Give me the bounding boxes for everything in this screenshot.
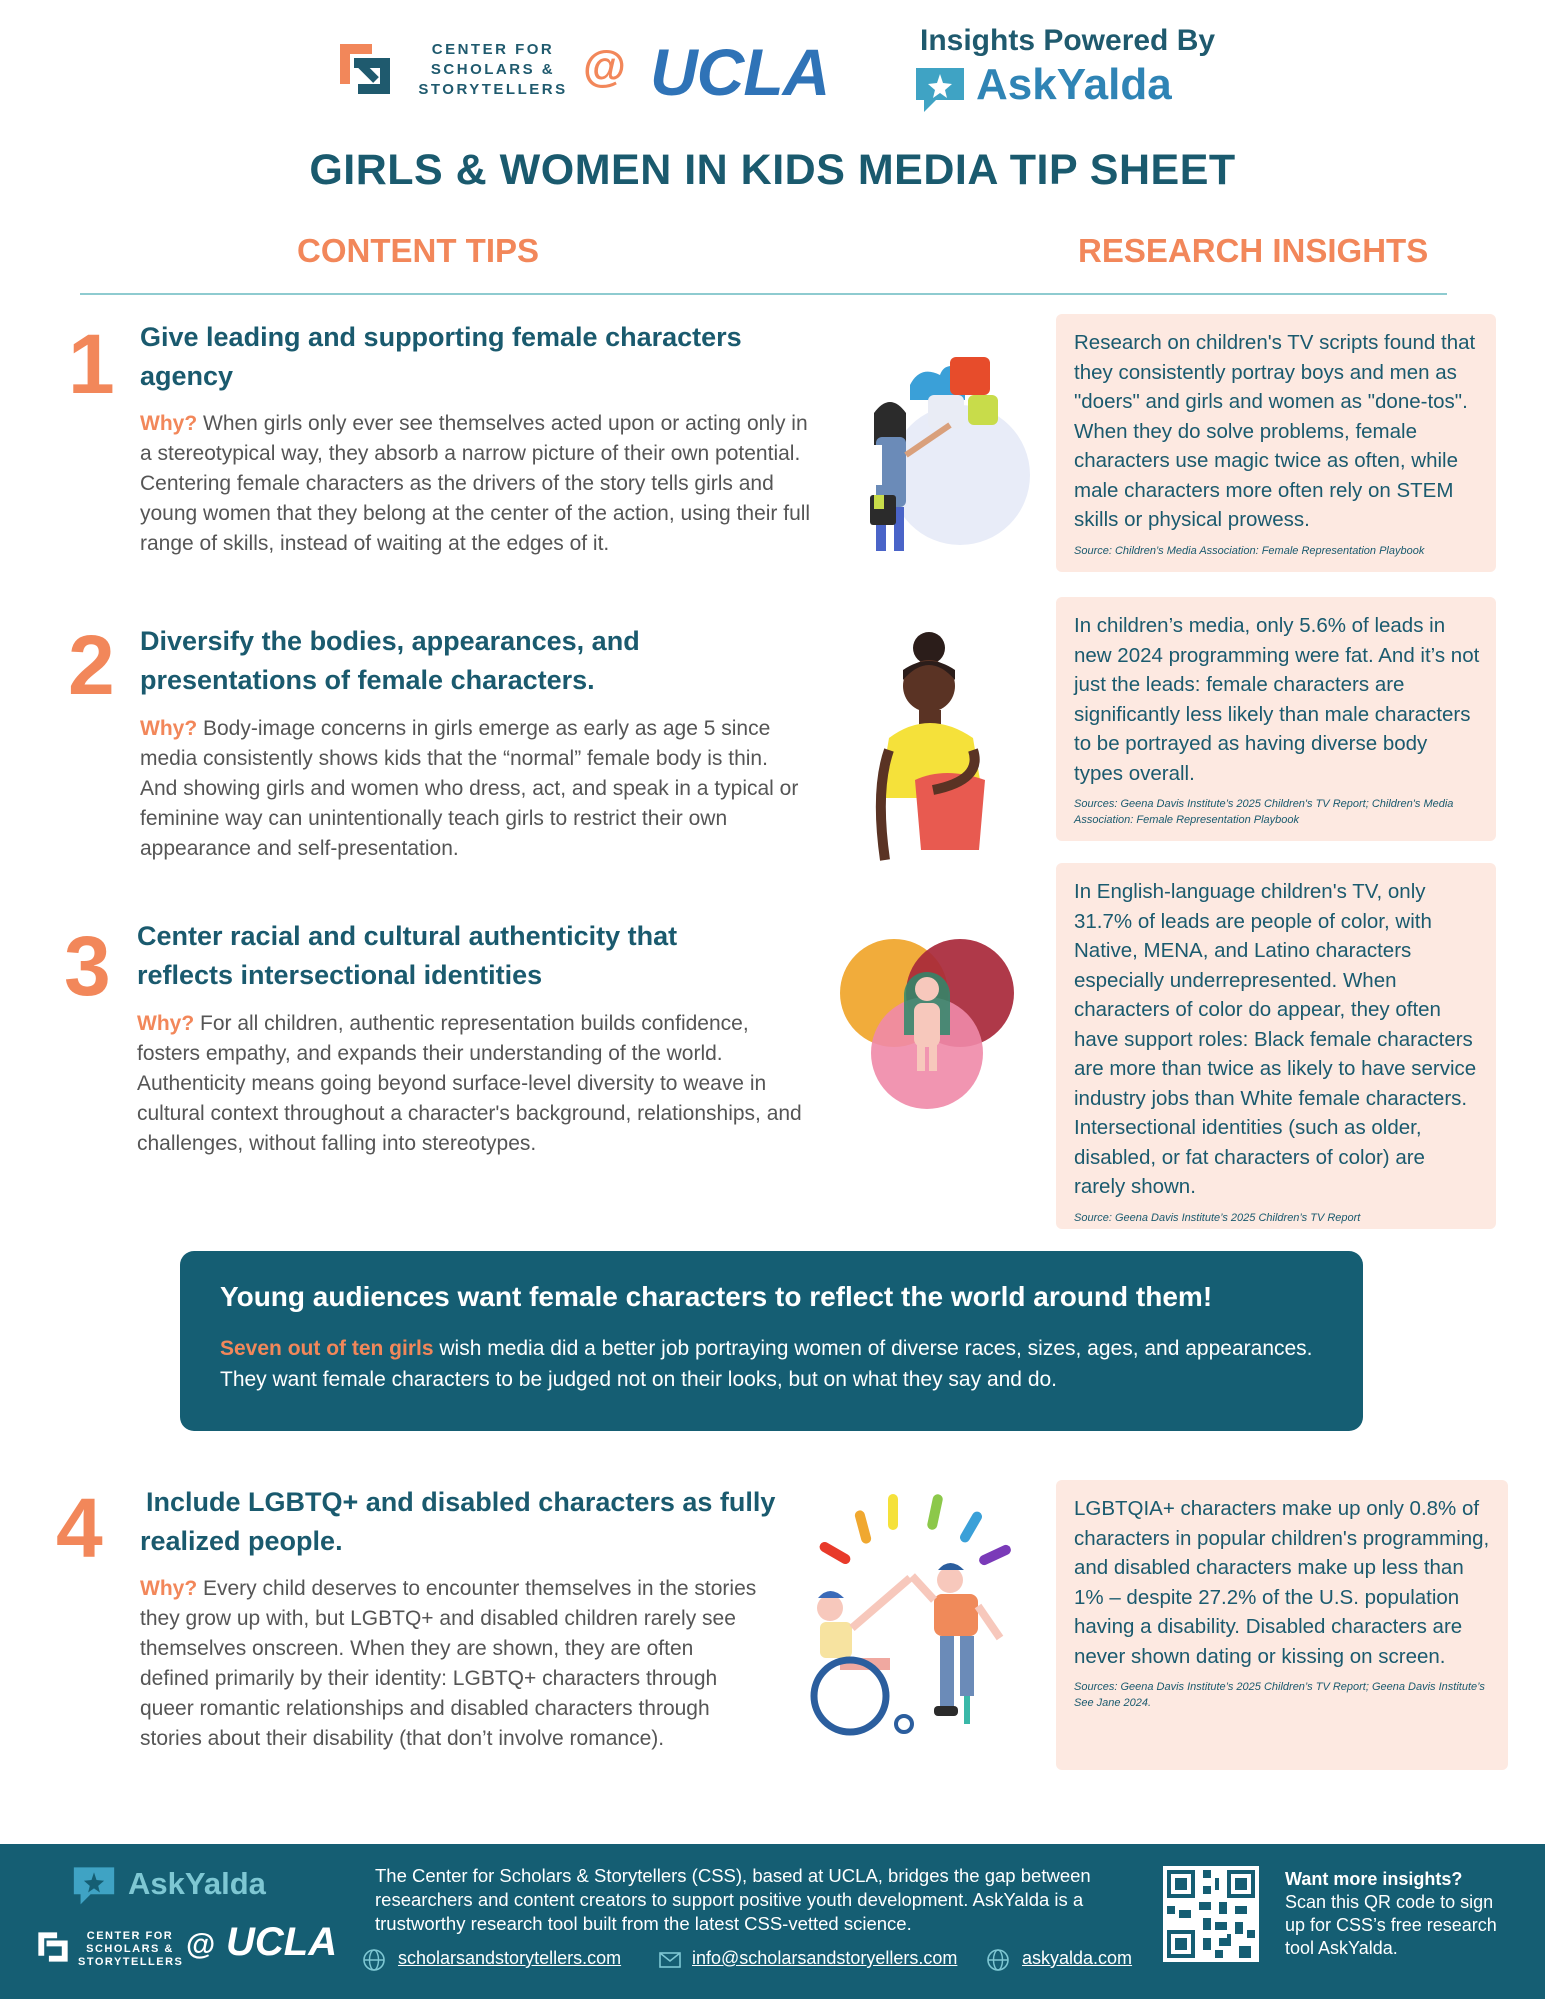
ucla-logo: UCLA <box>650 35 830 109</box>
tip-title: Include LGBTQ+ and disabled characters as fully realized people. <box>140 1487 776 1556</box>
content-tips-heading: CONTENT TIPS <box>297 232 540 269</box>
insight-text: LGBTQIA+ characters make up only 0.8% of characters in popular children's programming, and disabled characters make up less than 1% – despite 27.2% of the U.S. population having a disability. Disabled characters are never shown dating or kissing on screen. <box>1074 1497 1490 1668</box>
css-wordmark <box>408 40 578 100</box>
footer-at-sign: @ <box>186 1928 216 1961</box>
why-label: Why? <box>140 1577 198 1600</box>
tip-body <box>140 1574 760 1754</box>
footer-description: The Center for Scholars & Storytellers (CSS), based at UCLA, bridges the gap between researchers and content creators to support positive youth development. AskYalda is a trustworthy research tool built from the latest CSS-vetted science. <box>375 1865 1091 1934</box>
css-wordmark-line: CENTER FOR <box>86 1930 174 1942</box>
why-label: Why? <box>140 412 198 435</box>
venn-figure-illustration <box>838 935 1016 1113</box>
tip-title: Give leading and supporting female characters agency <box>140 322 742 391</box>
mail-icon <box>658 1948 682 1972</box>
footer-css-wordmark <box>78 1930 182 1969</box>
css-wordmark-line: SCHOLARS & <box>86 1943 174 1955</box>
powered-by-label: Insights Powered By <box>920 24 1216 57</box>
askyalda-logo-icon <box>72 1864 116 1906</box>
tip-number: 3 <box>64 919 111 1013</box>
globe-icon <box>986 1948 1010 1972</box>
insight-box <box>1056 863 1496 1229</box>
callout-title: Young audiences want female characters to reflect the world around them! <box>220 1281 1213 1312</box>
tip-number: 1 <box>68 317 115 411</box>
footer-cta-title: Want more insights? <box>1285 1869 1463 1889</box>
tip-body-text: When girls only ever see themselves acted upon or acting only in a stereotypical way, they absorb a narrow picture of their own potential. Centering female characters as the drivers of the story tells girls and young women that they belong at the center of the action, using their full range of skills, instead of waiting at the edges of it. <box>140 412 811 555</box>
insight-source: Sources: Geena Davis Institute’s 2025 Children's TV Report; Children's Media Association: Female Representation Playbook <box>1074 798 1454 826</box>
tip-title: Center racial and cultural authenticity that reflects intersectional identities <box>137 921 678 990</box>
research-insights-heading: RESEARCH INSIGHTS <box>1078 232 1429 269</box>
css-wordmark-line: STORYTELLERS <box>78 1956 184 1968</box>
callout-highlight: Seven out of ten girls <box>220 1337 434 1360</box>
insight-box <box>1056 314 1496 572</box>
tip-body-text: Body-image concerns in girls emerge as early as age 5 since media consistently shows kids that the “normal” female body is thin. And showing girls and women who dress, act, and speak in a typical or feminine way can unintentionally teach girls to restrict their own appearance and self-presentation. <box>140 717 799 860</box>
footer-cta-body: Scan this QR code to sign up for CSS’s free research tool AskYalda. <box>1285 1892 1497 1958</box>
css-logo-icon <box>36 1930 70 1964</box>
insight-source: Sources: Geena Davis Institute’s 2025 Children’s TV Report; Geena Davis Institute’s See Jane 2024. <box>1074 1681 1485 1709</box>
tip-body <box>140 714 800 864</box>
askyalda-link[interactable]: askyalda.com <box>1022 1948 1133 1968</box>
askyalda-logo-icon <box>914 64 966 114</box>
footer-askyalda-name: AskYalda <box>128 1866 266 1901</box>
insight-text: Research on children's TV scripts found that they consistently portray boys and men as "doers" and girls and women as "done-tos". When they do solve problems, female characters use magic twice as often, while male characters more often rely on STEM skills or physical prowess. <box>1074 331 1476 531</box>
why-label: Why? <box>137 1012 195 1035</box>
header-divider <box>80 293 1447 295</box>
at-sign: @ <box>583 42 626 91</box>
globe-icon <box>362 1948 386 1972</box>
tip-body <box>137 1009 807 1159</box>
email-link[interactable]: info@scholarsandstoryellers.com <box>692 1948 958 1968</box>
high-five-illustration <box>800 1488 1030 1738</box>
footer-ucla-logo: UCLA <box>226 1920 338 1964</box>
footer-cta <box>1285 1868 1515 1960</box>
tip-title: Diversify the bodies, appearances, and presentations of female characters. <box>140 626 640 695</box>
woman-puzzle-illustration <box>850 345 1030 565</box>
footer <box>0 1844 1545 1999</box>
css-wordmark-line: STORYTELLERS <box>418 81 568 98</box>
callout-box <box>180 1251 1363 1431</box>
insight-box <box>1056 597 1496 841</box>
tip-body-text: Every child deserves to encounter themselves in the stories they grow up with, but LGBTQ+ and disabled children rarely see themselves onscreen. When they are shown, they are often defined primarily by their identity: LGBTQ+ characters through queer romantic relationships and disabled characters through stories about their disability (that don’t involve romance). <box>140 1577 757 1750</box>
css-wordmark-line: CENTER FOR <box>431 41 555 58</box>
page-title: GIRLS & WOMEN IN KIDS MEDIA TIP SHEET <box>309 146 1236 194</box>
why-label: Why? <box>140 717 198 740</box>
callout-body <box>220 1333 1323 1395</box>
qr-code-icon[interactable] <box>1163 1866 1259 1962</box>
woman-portrait-illustration <box>855 630 1015 870</box>
insight-text: In English-language children's TV, only 31.7% of leads are people of color, with Native, MENA, and Latino characters especially underrepresented. When characters of color do appear, they often have support roles: Black female characters are more than twice as likely to have service industry jobs than White female characters. Intersectional identities (such as older, disabled, or fat characters of color) are rarely shown. <box>1074 880 1477 1198</box>
insight-box <box>1056 1480 1508 1770</box>
insight-source: Source: Children’s Media Association: Female Representation Playbook <box>1074 544 1425 557</box>
tip-body <box>140 409 820 559</box>
website-link[interactable]: scholarsandstorytellers.com <box>398 1948 622 1968</box>
css-logo-icon <box>336 40 394 98</box>
insight-source: Source: Geena Davis Institute’s 2025 Children’s TV Report <box>1074 1211 1361 1224</box>
insight-text: In children’s media, only 5.6% of leads in new 2024 programming were fat. And it’s not just the leads: female characters are significantly less likely than male characters to be portrayed as having diverse body types overall. <box>1074 614 1480 785</box>
askyalda-logo-text: AskYalda <box>976 60 1172 109</box>
tip-number: 2 <box>68 618 115 712</box>
tip-body-text: For all children, authentic representation builds confidence, fosters empathy, and expands their understanding of the world. Authenticity means going beyond surface-level diversity to weave in cultural context throughout a character's background, relationships, and challenges, without falling into stereotypes. <box>137 1012 802 1155</box>
callout-body-text: wish media did a better job portraying women of diverse races, sizes, ages, and appearances. They want female characters to be judged not on their looks, but on what they say and do. <box>220 1337 1313 1391</box>
css-wordmark-line: SCHOLARS & <box>430 61 556 78</box>
tip-number: 4 <box>56 1481 103 1575</box>
